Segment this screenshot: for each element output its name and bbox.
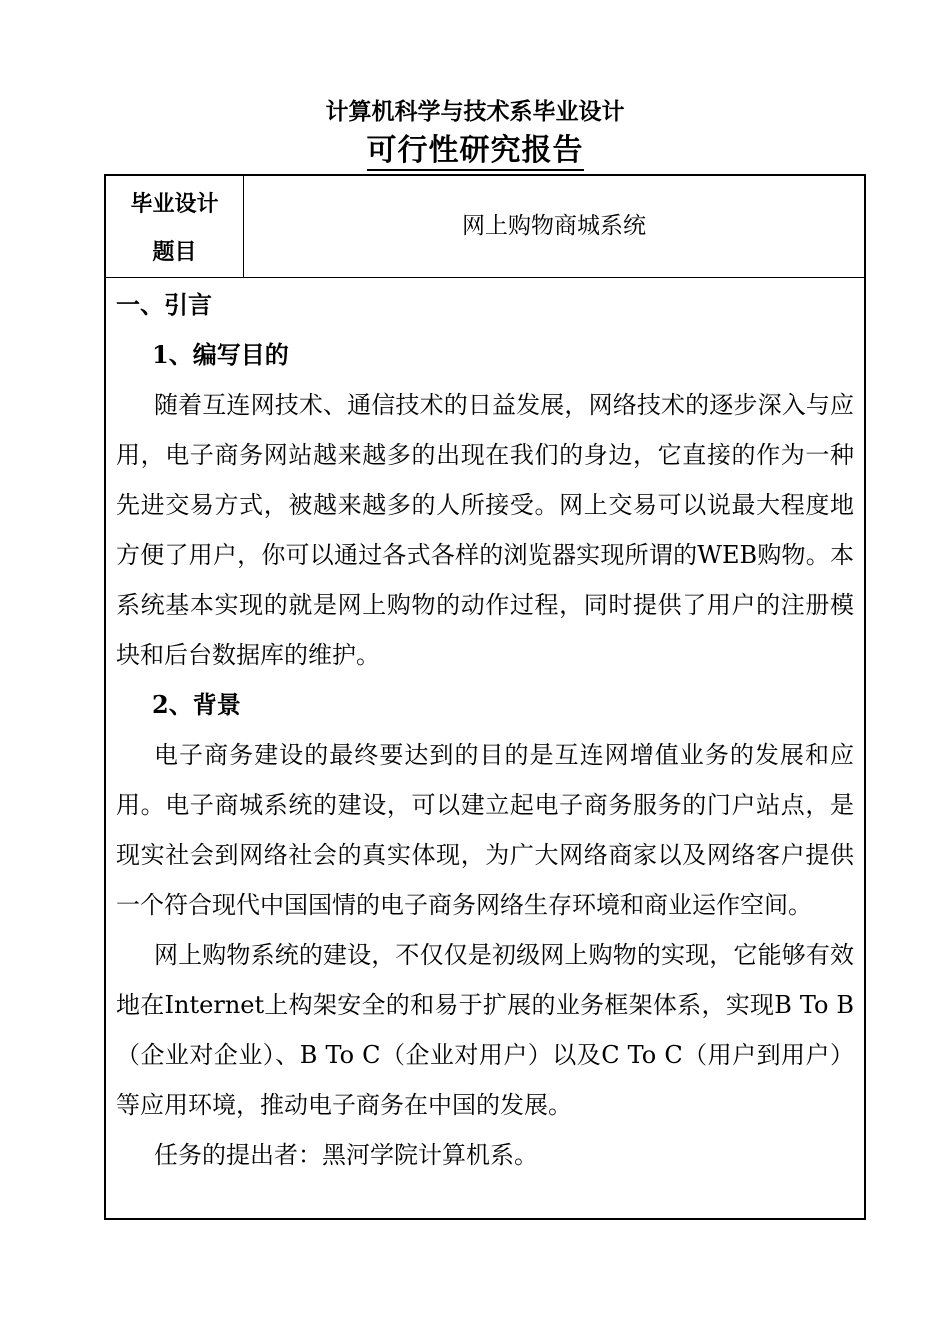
report-table [104,174,866,1220]
thesis-title-label-line1: 毕业设计 [130,191,219,217]
background-paragraph-2: 网上购物系统的建设，不仅仅是初级网上购物的实现，它能够有效地在Internet上构架安全的和易于扩展的业务框架体系，实现B To B（企业对企业）、B To C（企业对用户）以及C To C（用户到用户）等应用环境，推动电子商务在中国的发展。 [116,941,854,1119]
purpose-heading: 1、编写目的 [152,340,289,369]
proposer-line: 任务的提出者：黑河学院计算机系。 [154,1141,538,1169]
background-heading: 2、背景 [152,690,241,719]
document-title-text: 可行性研究报告 [367,133,584,171]
thesis-title-value: 网上购物商城系统 [462,213,646,239]
thesis-title-label [106,176,244,277]
purpose-paragraph: 随着互连网技术、通信技术的日益发展，网络技术的逐步深入与应用，电子商务网站越来越多的出现在我们的身边，它直接的作为一种先进交易方式，被越来越多的人所接受。网上交易可以说最大程度地方便了用户，你可以通过各式各样的浏览器实现所谓的WEB购物。本系统基本实现的就是网上购物的动作过程，同时提供了用户的注册模块和后台数据库的维护。 [116,391,854,669]
thesis-title-row [106,176,864,278]
intro-heading: 一、引言 [116,290,212,319]
document-title [0,131,950,171]
background-paragraph-1: 电子商务建设的最终要达到的目的是互连网增值业务的发展和应用。电子商城系统的建设，可以建立起电子商务服务的门户站点，是现实社会到网络社会的真实体现，为广大网络商家以及网络客户提供一个符合现代中国国情的电子商务网络生存环境和商业运作空间。 [116,741,854,919]
thesis-title-label-line2: 题目 [152,239,197,265]
report-content [116,280,854,1180]
document-subtitle: 计算机科学与技术系毕业设计 [325,98,625,125]
